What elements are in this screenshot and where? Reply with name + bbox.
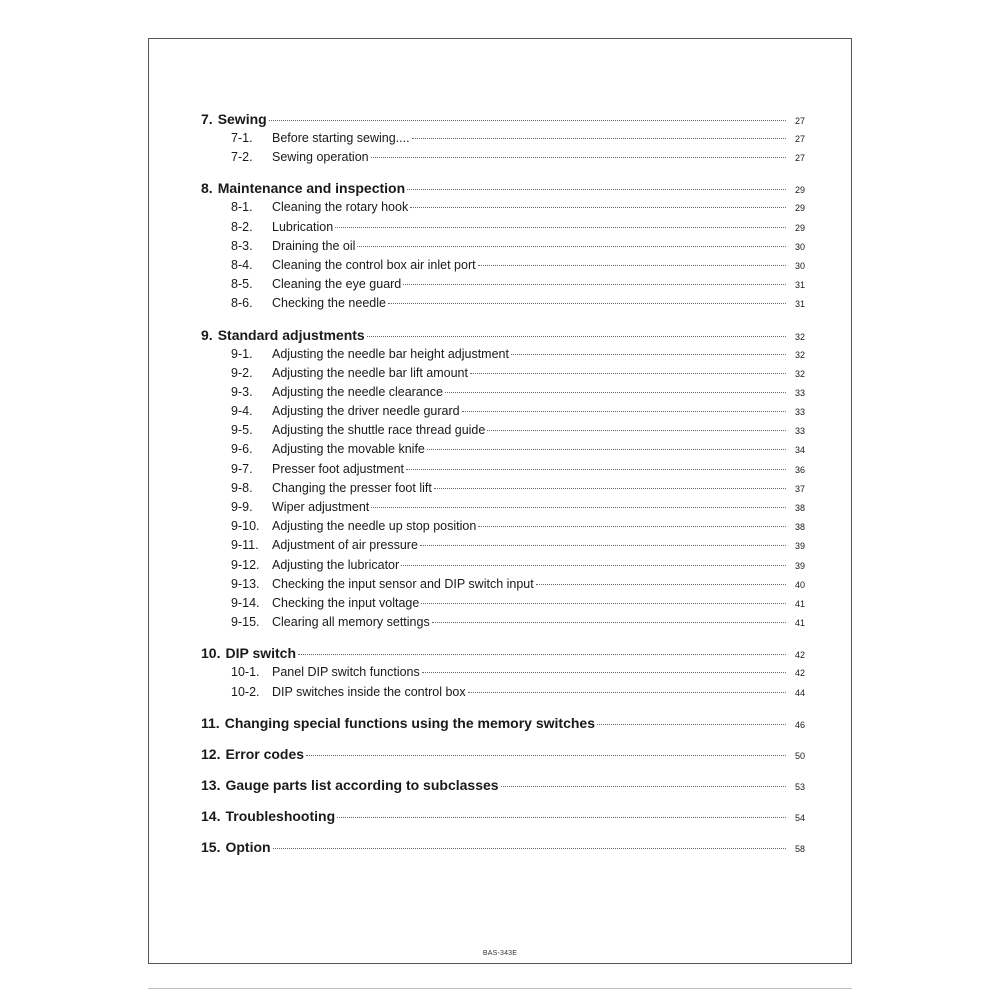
- section-title: Standard adjustments: [217, 326, 365, 343]
- toc-item-row[interactable]: [201, 663, 805, 682]
- item-number: 8-1.: [231, 200, 253, 215]
- dot-leader: [335, 227, 786, 228]
- item-title: Sewing operation: [272, 150, 369, 165]
- toc-item-row[interactable]: [201, 198, 805, 217]
- page-number: 41: [794, 598, 805, 609]
- page-number: 39: [794, 560, 805, 571]
- item-title: Adjustment of air pressure: [272, 538, 418, 553]
- page-number: 31: [794, 299, 805, 310]
- section-number: 15.: [201, 838, 221, 855]
- toc-item-row[interactable]: [201, 536, 805, 555]
- page-number: 30: [794, 260, 805, 271]
- item-number: 8-4.: [231, 257, 253, 272]
- section-title: Sewing: [217, 111, 267, 127]
- item-number: 9-2.: [231, 365, 253, 380]
- page-number: 29: [794, 185, 805, 196]
- toc-section: [201, 713, 805, 733]
- page-number: 36: [794, 464, 805, 475]
- section-title: Option: [225, 838, 271, 855]
- page-number: 30: [794, 241, 805, 252]
- toc-item-row[interactable]: [201, 402, 805, 421]
- page-number: 39: [794, 541, 805, 552]
- toc-section-row[interactable]: [201, 178, 805, 198]
- item-number: 8-6.: [231, 296, 253, 311]
- toc-section-row[interactable]: [201, 325, 805, 345]
- dot-leader: [445, 392, 786, 393]
- toc-item-row[interactable]: [201, 294, 805, 313]
- item-title: Adjusting the movable knife: [272, 442, 425, 457]
- page-number: 27: [794, 134, 805, 144]
- item-title: Adjusting the needle bar lift amount: [272, 365, 468, 380]
- dot-leader: [407, 189, 786, 190]
- section-number: 9.: [201, 326, 213, 343]
- toc-section: [201, 643, 805, 701]
- page-number: 31: [794, 280, 805, 291]
- item-number: 7-2.: [231, 150, 253, 165]
- toc-item-row[interactable]: [201, 517, 805, 536]
- toc-item-row[interactable]: [201, 345, 805, 364]
- dot-leader: [306, 755, 786, 756]
- page-number: 58: [794, 843, 805, 854]
- toc-section-row[interactable]: [201, 775, 805, 795]
- page-number: 32: [794, 368, 805, 379]
- item-title: Adjusting the shuttle race thread guide: [272, 423, 486, 438]
- section-number: 12.: [201, 745, 221, 762]
- item-number: 10-1.: [231, 665, 260, 680]
- toc-item-row[interactable]: [201, 275, 805, 294]
- item-title: Changing the presser foot lift: [272, 480, 432, 495]
- item-number: 8-5.: [231, 277, 253, 292]
- toc-item-row[interactable]: [201, 129, 805, 148]
- item-number: 9-6.: [231, 442, 253, 457]
- dot-leader: [511, 354, 786, 355]
- item-number: 9-3.: [231, 384, 253, 399]
- item-title: Adjusting the needle clearance: [272, 384, 443, 399]
- document-code: BAS-343E: [482, 950, 518, 957]
- section-number: 14.: [201, 807, 221, 824]
- page-number: 34: [794, 445, 805, 456]
- dot-leader: [273, 848, 786, 849]
- section-number: 10.: [201, 645, 221, 662]
- item-number: 8-3.: [231, 238, 253, 253]
- dot-leader: [478, 526, 786, 527]
- toc-item-row[interactable]: [201, 364, 805, 383]
- bottom-divider: [148, 988, 852, 989]
- toc-item-row[interactable]: [201, 440, 805, 459]
- item-title: Presser foot adjustment: [272, 461, 405, 476]
- item-title: Adjusting the needle up stop position: [272, 519, 477, 534]
- toc-item-row[interactable]: [201, 498, 805, 517]
- item-title: Wiper adjustment: [272, 500, 370, 514]
- page-number: 40: [794, 579, 805, 590]
- toc-section-row[interactable]: [201, 109, 805, 129]
- dot-leader: [371, 157, 786, 158]
- section-title: DIP switch: [225, 645, 297, 662]
- item-title: Checking the input sensor and DIP switch input: [272, 576, 534, 591]
- item-number: 9-15.: [231, 615, 260, 630]
- toc-section: [201, 837, 805, 857]
- page-number: 53: [794, 781, 805, 792]
- dot-leader: [367, 336, 786, 337]
- toc-section: [201, 325, 805, 633]
- item-title: Cleaning the control box air inlet port: [272, 257, 476, 272]
- toc-item-row[interactable]: [201, 556, 805, 575]
- section-title: Gauge parts list according to subclasses: [225, 776, 499, 793]
- page-number: 33: [794, 407, 805, 418]
- toc-item-row[interactable]: [201, 218, 805, 237]
- dot-leader: [597, 724, 786, 725]
- item-number: 10-2.: [231, 684, 260, 699]
- dot-leader: [388, 303, 786, 304]
- page-number: 44: [794, 687, 805, 698]
- toc-item-row[interactable]: [201, 479, 805, 498]
- item-number: 8-2.: [231, 219, 253, 234]
- item-title: Panel DIP switch functions: [272, 665, 420, 680]
- item-title: Cleaning the eye guard: [272, 277, 402, 292]
- dot-leader: [371, 507, 786, 508]
- dot-leader: [470, 373, 786, 374]
- toc-item-row[interactable]: [201, 256, 805, 275]
- page-number: 29: [794, 203, 805, 214]
- item-title: Draining the oil: [272, 238, 356, 253]
- item-title: Adjusting the lubricator: [272, 557, 400, 572]
- page-number: 41: [794, 618, 805, 629]
- toc-section-row[interactable]: [201, 837, 805, 857]
- dot-leader: [478, 265, 786, 266]
- item-number: 9-8.: [231, 480, 253, 495]
- toc-section: [201, 775, 805, 795]
- item-title: Clearing all memory settings: [272, 615, 430, 630]
- dot-leader: [422, 672, 786, 673]
- dot-leader: [406, 469, 786, 470]
- item-number: 9-14.: [231, 595, 260, 610]
- item-number: 9-4.: [231, 404, 253, 419]
- section-title: Changing special functions using the memory switches: [224, 714, 595, 731]
- item-number: 9-10.: [231, 519, 260, 534]
- item-number: 9-5.: [231, 423, 253, 438]
- toc-item-row[interactable]: [201, 383, 805, 402]
- item-title: DIP switches inside the control box: [272, 684, 466, 699]
- item-number: 9-13.: [231, 576, 260, 591]
- page-number: 27: [794, 153, 805, 164]
- toc-section: [201, 744, 805, 764]
- dot-leader: [536, 584, 786, 585]
- dot-leader: [468, 692, 786, 693]
- page-number: 33: [794, 426, 805, 437]
- toc-section-row[interactable]: [201, 643, 805, 663]
- dot-leader: [421, 603, 786, 604]
- item-title: Adjusting the driver needle gurard: [272, 404, 460, 419]
- page-number: 42: [794, 650, 805, 661]
- item-number: 9-7.: [231, 461, 253, 476]
- section-title: Maintenance and inspection: [217, 180, 406, 197]
- item-number: 7-1.: [231, 131, 253, 145]
- page-number: 37: [794, 483, 805, 494]
- item-title: Cleaning the rotary hook: [272, 200, 409, 215]
- page-number: 38: [794, 522, 805, 533]
- toc-section: [201, 178, 805, 313]
- page-number: 42: [794, 668, 805, 679]
- dot-leader: [401, 565, 786, 566]
- dot-leader: [410, 207, 786, 208]
- dot-leader: [420, 545, 786, 546]
- section-title: Error codes: [225, 745, 305, 762]
- toc-section-row[interactable]: [201, 806, 805, 826]
- item-number: 9-11.: [231, 538, 259, 553]
- page-number: 54: [794, 812, 805, 823]
- page-number: 27: [794, 116, 805, 126]
- dot-leader: [434, 488, 786, 489]
- dot-leader: [501, 786, 786, 787]
- document-page: [148, 38, 852, 964]
- section-number: 8.: [201, 180, 213, 197]
- toc-section-row[interactable]: [201, 713, 805, 733]
- page-number: 38: [794, 503, 805, 513]
- dot-leader: [403, 284, 786, 285]
- page-number: 32: [794, 331, 805, 342]
- item-number: 9-9.: [231, 500, 253, 514]
- toc-item-row[interactable]: [201, 683, 805, 702]
- section-title: Troubleshooting: [225, 807, 336, 824]
- page-number: 33: [794, 387, 805, 398]
- table-of-contents: [201, 109, 805, 868]
- dot-leader: [298, 654, 786, 655]
- toc-item-row[interactable]: [201, 575, 805, 594]
- dot-leader: [269, 120, 786, 121]
- page-number: 46: [794, 719, 805, 730]
- dot-leader: [432, 622, 786, 623]
- item-number: 9-12.: [231, 557, 260, 572]
- dot-leader: [412, 138, 786, 139]
- page-number: 50: [794, 750, 805, 761]
- section-number: 11.: [201, 714, 220, 731]
- section-number: 7.: [201, 111, 213, 127]
- page-number: 32: [794, 349, 805, 360]
- toc-item-row[interactable]: [201, 594, 805, 613]
- dot-leader: [427, 449, 786, 450]
- item-number: 9-1.: [231, 346, 253, 361]
- item-title: Checking the input voltage: [272, 595, 420, 610]
- dot-leader: [357, 246, 786, 247]
- toc-section: [201, 109, 805, 167]
- item-title: Adjusting the needle bar height adjustment: [272, 346, 509, 361]
- toc-item-row[interactable]: [201, 421, 805, 440]
- toc-item-row[interactable]: [201, 460, 805, 479]
- toc-section: [201, 806, 805, 826]
- dot-leader: [337, 817, 786, 818]
- item-title: Before starting sewing....: [272, 131, 410, 145]
- dot-leader: [462, 411, 786, 412]
- section-number: 13.: [201, 776, 221, 793]
- toc-section-row[interactable]: [201, 744, 805, 764]
- toc-item-row[interactable]: [201, 613, 805, 632]
- toc-item-row[interactable]: [201, 237, 805, 256]
- toc-item-row[interactable]: [201, 148, 805, 167]
- item-title: Lubrication: [272, 219, 334, 234]
- page-number: 29: [794, 222, 805, 233]
- item-title: Checking the needle: [272, 296, 386, 311]
- dot-leader: [487, 430, 786, 431]
